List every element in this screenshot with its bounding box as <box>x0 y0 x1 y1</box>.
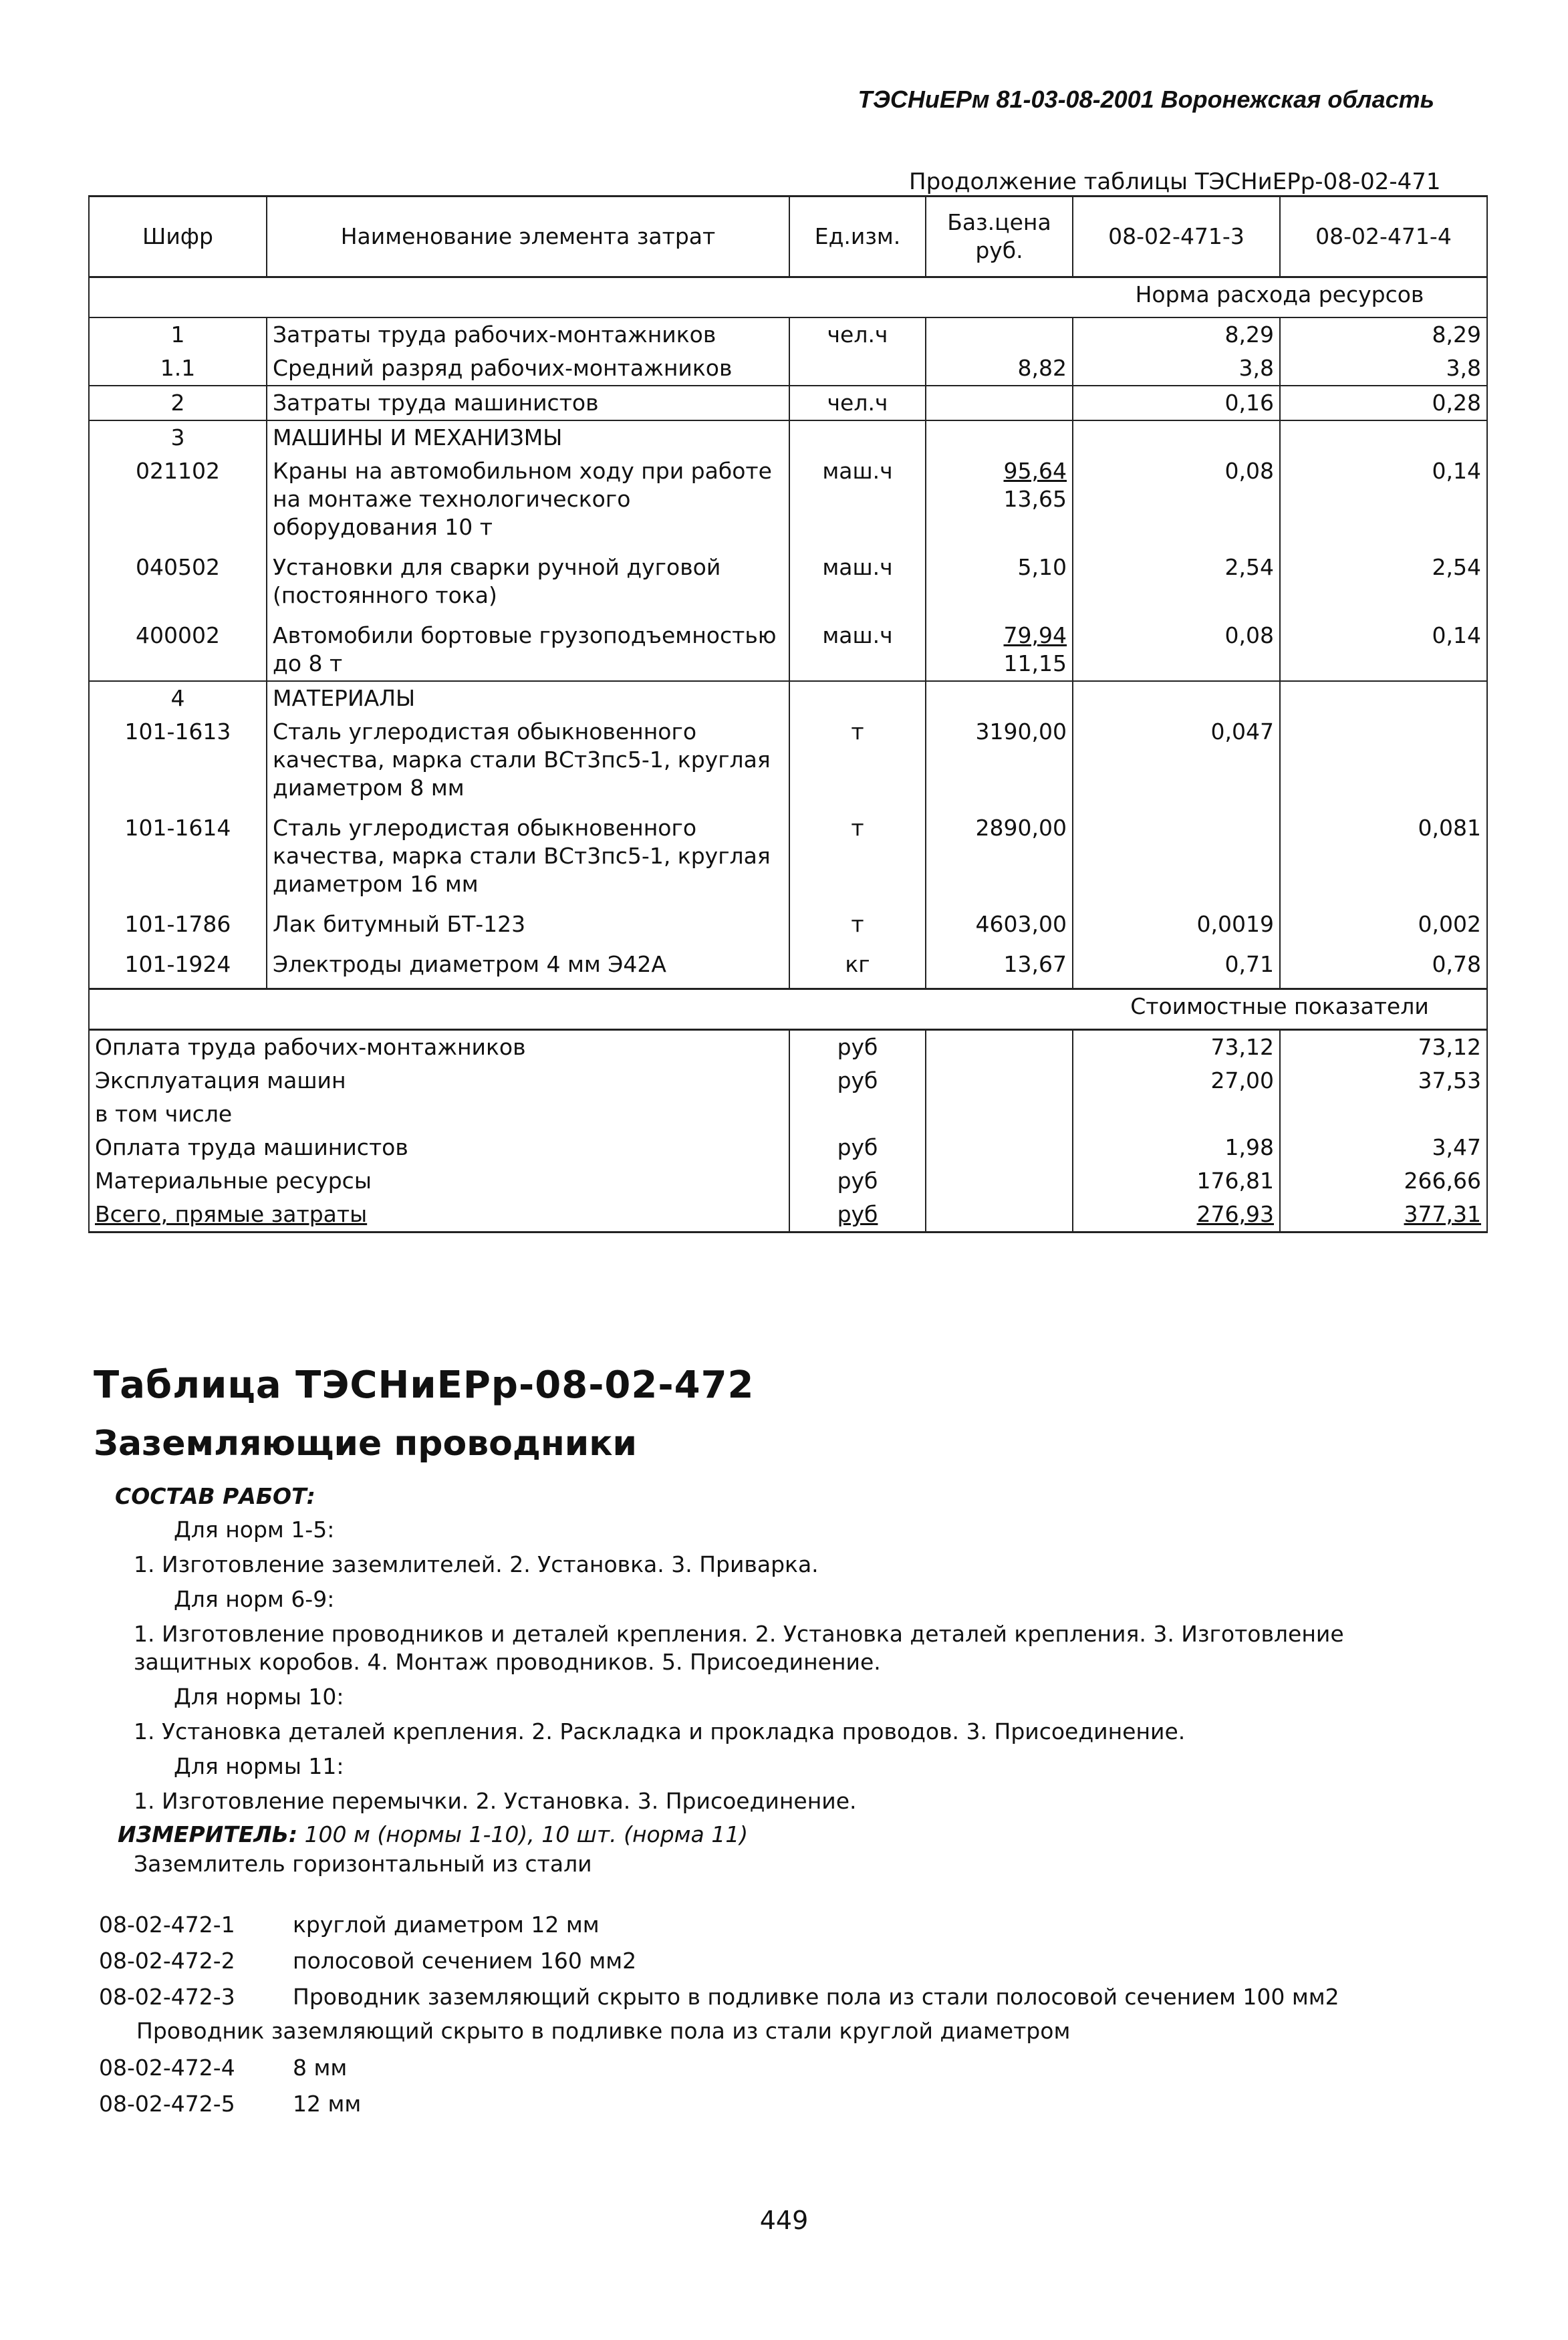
group-for: Для норм 6-9: <box>174 1586 335 1612</box>
group-for: Для норм 1-5: <box>174 1517 335 1543</box>
totals-row: Оплата труда рабочих-монтажников руб 73,12 73,12 <box>89 1030 1487 1065</box>
table-caption: Продолжение таблицы ТЭСНиЕРр-08-02-471 <box>909 168 1441 195</box>
table-row: 101-1924 Электроды диаметром 4 мм Э42А кг 13,67 0,71 0,78 <box>89 941 1487 989</box>
table-row: 3 МАШИНЫ И МЕХАНИЗМЫ <box>89 420 1487 454</box>
section-title: Таблица ТЭСНиЕРр-08-02-472 <box>94 1363 755 1407</box>
table-row: 1 Затраты труда рабочих-монтажников чел.ч 8,29 8,29 <box>89 317 1487 352</box>
page-number: 449 <box>759 2206 809 2235</box>
table-row: 4 МАТЕРИАЛЫ <box>89 681 1487 715</box>
group-text: 1. Изготовление перемычки. 2. Установка. 3. Присоединение. <box>134 1788 857 1814</box>
resource-table <box>88 195 1488 1233</box>
work-groups <box>118 1516 1404 1878</box>
group-for: Для нормы 11: <box>174 1753 344 1779</box>
document-header: ТЭСНиЕРм 81-03-08-2001 Воронежская область <box>858 86 1434 113</box>
totals-row: Материальные ресурсы руб 176,81 266,66 <box>89 1164 1487 1198</box>
norm-section-header: Норма расхода ресурсов <box>1073 277 1487 318</box>
totals-row: Оплата труда машинистов руб 1,98 3,47 <box>89 1131 1487 1164</box>
col-price-header: Баз.цена руб. <box>926 197 1073 277</box>
col-name-header: Наименование элемента затрат <box>267 197 789 277</box>
work-composition-label: СОСТАВ РАБОТ: <box>115 1483 315 1509</box>
table-row: 2 Затраты труда машинистов чел.ч 0,16 0,28 <box>89 386 1487 420</box>
cost-section-header: Стоимостные показатели <box>1073 989 1487 1030</box>
measure-value: 100 м (нормы 1-10), 10 шт. (норма 11) <box>304 1821 749 1847</box>
subgroup-heading: Заземлитель горизонтальный из стали <box>134 1851 592 1877</box>
table-row: 101-1786 Лак битумный БТ-123 т 4603,00 0,0019 0,002 <box>89 901 1487 941</box>
table-row: 040502 Установки для сварки ручной дуговой (постоянного тока) маш.ч 5,10 2,54 2,54 <box>89 544 1487 612</box>
totals-row: в том числе <box>89 1097 1487 1131</box>
col-unit-header: Ед.изм. <box>789 197 926 277</box>
totals-row: Всего, прямые затраты руб 276,93 377,31 <box>89 1198 1487 1232</box>
table-row: 021102 Краны на автомобильном ходу при работе на монтаже технологического оборудования 10 т маш.ч 95,64 13,65 0,08 0,14 <box>89 454 1487 544</box>
group-text: 1. Изготовление проводников и деталей крепления. 2. Установка деталей крепления. 3. Изготовление защитных коробов. 4. Монтаж проводников. 5. Присоединение. <box>134 1621 1344 1675</box>
col-norm3-header: 08-02-471-3 <box>1073 197 1280 277</box>
group-text: 1. Изготовление заземлителей. 2. Установка. 3. Приварка. <box>134 1551 819 1577</box>
table-row: 400002 Автомобили бортовые грузоподъемностью до 8 т маш.ч 79,94 11,15 0,08 0,14 <box>89 612 1487 681</box>
col-code-header: Шифр <box>89 197 267 277</box>
measure-label: ИЗМЕРИТЕЛЬ: <box>118 1821 298 1847</box>
group-text: 1. Установка деталей крепления. 2. Раскладка и прокладка проводов. 3. Присоединение. <box>134 1718 1186 1744</box>
col-norm4-header: 08-02-471-4 <box>1280 197 1487 277</box>
subgroup-heading: Проводник заземляющий скрыто в подливке пола из стали круглой диаметром <box>136 2018 1071 2044</box>
table-row: 1.1 Средний разряд рабочих-монтажников 8,82 3,8 3,8 <box>89 352 1487 386</box>
totals-row: Эксплуатация машин руб 27,00 37,53 <box>89 1064 1487 1097</box>
table-row: 101-1614 Сталь углеродистая обыкновенного качества, марка стали ВСт3пс5-1, круглая диаметром 16 мм т 2890,00 0,081 <box>89 805 1487 901</box>
group-for: Для нормы 10: <box>174 1684 344 1710</box>
section-subtitle: Заземляющие проводники <box>94 1424 637 1464</box>
table-row: 101-1613 Сталь углеродистая обыкновенного качества, марка стали ВСт3пс5-1, круглая диаметром 8 мм т 3190,00 0,047 <box>89 715 1487 805</box>
